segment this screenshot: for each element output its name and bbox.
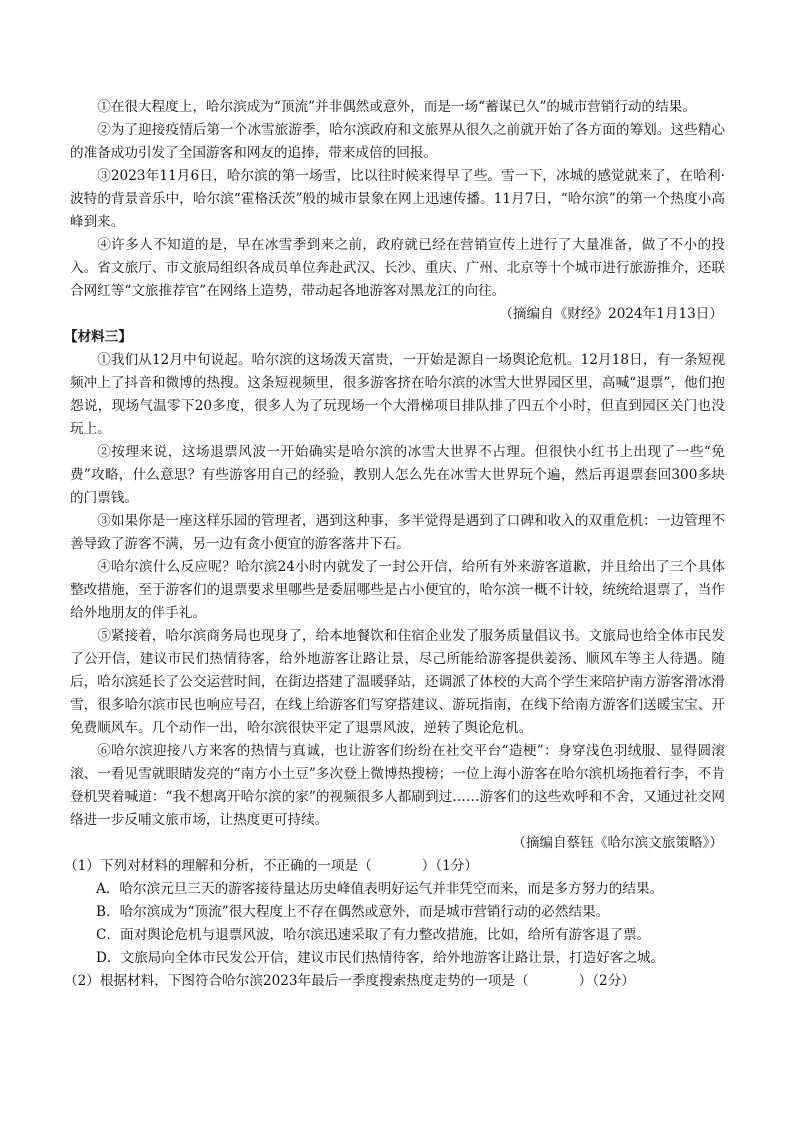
material3-paragraph-3: ③如果你是一座这样乐园的管理者，遇到这种事，多半觉得是遇到了口碑和收入的双重危机：一边管理不善导致了游客不满，另一边有贪小便宜的游客落井下石。 (70, 513, 725, 552)
question-1-stem (64, 855, 725, 878)
material3-heading: 【材料三】 (64, 329, 132, 345)
question-1-option-b: B．哈尔滨成为“顶流”很大程度上不存在偶然或意外，而是城市营销行动的必然结果。 (96, 904, 610, 920)
material3-paragraph-2: ②按理来说，这场退票风波一开始确实是哈尔滨的冰雪大世界不占理。但很快小红书上出现了一些“免费”攻略，什么意思？有些游客用自己的经验，教别人怎么先在冰雪大世界玩个遍，然后再退票套回300多块的门票钱。 (70, 444, 725, 506)
question-2-stem-text: （2）根据材料，下图符合哈尔滨2023年最后一季度搜索热度走势的一项是（ (64, 973, 529, 989)
document-page (64, 96, 725, 993)
question-1-option-a: A．哈尔滨元旦三天的游客接待量达历史峰值表明好运气并非凭空而来，而是多方努力的结果。 (96, 881, 664, 897)
material2-source: （摘编自《财经》2024年1月13日） (499, 306, 723, 322)
material2-paragraph-1: ①在很大程度上，哈尔滨成为“顶流”并非偶然或意外，而是一场“蓄谋已久”的城市营销行动的结果。 (97, 99, 696, 115)
material3-paragraph-4: ④哈尔滨什么反应呢？哈尔滨24小时内就发了一封公开信，给所有外来游客道歉，并且给出了三个具体整改措施，至于游客们的退票要求里哪些是委屈哪些是占小便宜的，哈尔滨一概不计较，统统给退票了，当作给外地朋友的伴手礼。 (70, 559, 725, 621)
material2-paragraph-2: ②为了迎接疫情后第一个冰雪旅游季，哈尔滨政府和文旅界从很久之前就开始了各方面的筹划。这些精心的准备成功引发了全国游客和网友的追捧，带来成倍的回报。 (70, 122, 725, 161)
material3-paragraph-6: ⑥哈尔滨迎接八方来客的热情与真诚，也让游客们纷纷在社交平台“造梗”：身穿浅色羽绒服、显得圆滚滚、一看见雪就眼睛发亮的“南方小土豆”多次登上微博热搜榜；一位上海小游客在哈尔滨机场拖着行李，不肯登机哭着喊道：“我不想离开哈尔滨的家”的视频很多人都刷到过……游客们的这些欢呼和不舍，又通过社交网络进一步反哺文旅市场，让热度更可持续。 (70, 743, 725, 828)
question-1-option-d: D．文旅局向全体市民发公开信，建议市民们热情待客，给外地游客让路让景，打造好客之城。 (96, 950, 665, 966)
material3-paragraph-5: ⑤紧接着，哈尔滨商务局也现身了，给本地餐饮和住宿企业发了服务质量倡议书。文旅局也给全体市民发了公开信，建议市民们热情待客，给外地游客让路让景，尽己所能给游客提供姜汤、顺风车等主人待遇。随后，哈尔滨延长了公交运营时间，在街边搭建了温暖驿站，还调派了体校的大高个学生来陪护南方游客滑冰滑雪，很多哈尔滨市民也响应号召，在线上给游客们写穿搭建议、游玩指南，在线下给南方游客们送暖宝宝、开免费顺风车。几个动作一出，哈尔滨很快平定了退票风波，逆转了舆论危机。 (70, 628, 725, 736)
question-1-stem-text: （1）下列对材料的理解和分析，不正确的一项是（ (64, 858, 372, 874)
question-1-stem-end: ）（1分） (421, 858, 478, 874)
material3-source: （摘编自蔡钰《哈尔滨文旅策略》） (512, 835, 723, 851)
material3-paragraph-1: ①我们从12月中旬说起。哈尔滨的这场泼天富贵，一开始是源自一场舆论危机。12月18日，有一条短视频冲上了抖音和微博的热搜。这条短视频里，很多游客挤在哈尔滨的冰雪大世界园区里，高喊“退票”，他们抱怨说，现场气温零下20多度，很多人为了玩现场一个大滑梯项目排队排了四五个小时，但直到园区关门也没玩上。 (70, 352, 725, 437)
material2-paragraph-4: ④许多人不知道的是，早在冰雪季到来之前，政府就已经在营销宣传上进行了大量准备，做了不小的投入。省文旅厅、市文旅局组织各成员单位奔赴武汉、长沙、重庆、广州、北京等十个城市进行旅游推介，还联合网红等“文旅推荐官”在网络上造势，带动起各地游客对黑龙江的向往。 (70, 237, 725, 299)
material2-paragraph-3: ③2023年11月6日，哈尔滨的第一场雪，比以往时候来得早了些。雪一下，冰城的感觉就来了，在哈利·波特的背景音乐中，哈尔滨“霍格沃茨”般的城市景象在网上迅速传播。11月7日，“哈尔滨”的第一个热度小高峰到来。 (70, 168, 725, 230)
question-2-stem-end: ）（2分） (578, 973, 635, 989)
question-1-option-c: C．面对舆论危机与退票风波，哈尔滨迅速采取了有力整改措施，比如，给所有游客退了票。 (96, 927, 651, 943)
question-2-stem (64, 970, 725, 993)
